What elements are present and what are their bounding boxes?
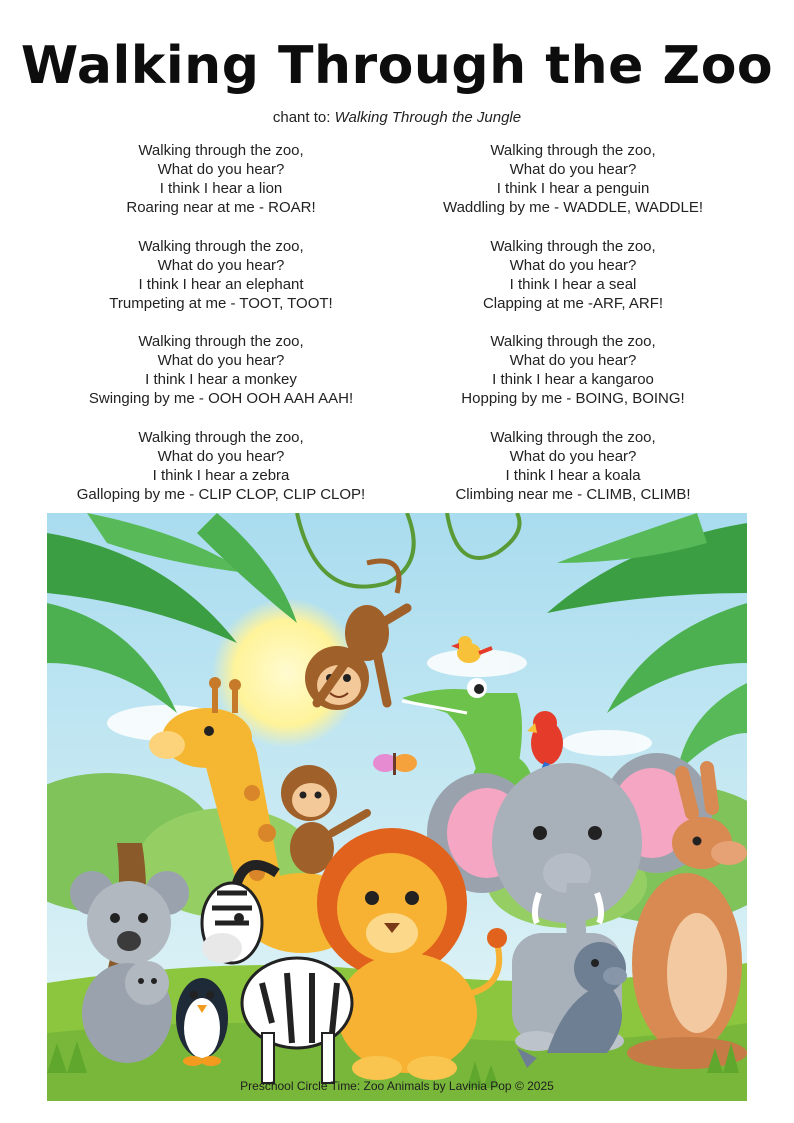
verse-line: What do you hear? bbox=[157, 352, 285, 369]
verse-koala bbox=[403, 428, 743, 504]
verse-line: Walking through the zoo, bbox=[490, 142, 656, 159]
verse-line: What do you hear? bbox=[157, 256, 285, 274]
verse-zebra bbox=[51, 428, 391, 504]
verse-line: What do you hear? bbox=[509, 161, 637, 178]
verse-line: Climbing near me - CLIMB, CLIMB! bbox=[455, 485, 691, 503]
verse-line: Galloping by me - CLIP CLOP, CLIP CLOP! bbox=[76, 485, 366, 503]
verse-line: Waddling by me - WADDLE, WADDLE! bbox=[442, 199, 704, 216]
page-title: Walking Through the Zoo bbox=[20, 36, 774, 96]
verse-line: Walking through the zoo, bbox=[138, 428, 304, 446]
verse-lion bbox=[51, 141, 391, 217]
verse-line: Walking through the zoo, bbox=[138, 237, 304, 255]
verse-line: I think I hear a lion bbox=[159, 180, 283, 197]
verse-line: Clapping at me -ARF, ARF! bbox=[482, 294, 664, 312]
subtitle-song: Walking Through the Jungle bbox=[334, 109, 522, 126]
verses-left-column bbox=[51, 141, 391, 523]
verse-line: What do you hear? bbox=[509, 447, 637, 465]
jungle-illustration bbox=[47, 513, 747, 1101]
verse-seal bbox=[403, 237, 743, 313]
verse-line: Swinging by me - OOH OOH AAH AAH! bbox=[88, 390, 354, 407]
verse-line: Trumpeting at me - TOOT, TOOT! bbox=[109, 294, 333, 312]
verse-line: I think I hear a zebra bbox=[152, 466, 290, 484]
verse-line: What do you hear? bbox=[509, 352, 637, 369]
verse-line: Hopping by me - BOING, BOING! bbox=[461, 390, 685, 407]
verse-monkey bbox=[51, 332, 391, 408]
verse-kangaroo bbox=[403, 332, 743, 408]
credit-line: Preschool Circle Time: Zoo Animals by Lavinia Pop © 2025 bbox=[240, 1079, 554, 1093]
verse-line: I think I hear a penguin bbox=[496, 180, 650, 197]
page-subtitle bbox=[0, 108, 794, 128]
verse-line: What do you hear? bbox=[157, 161, 285, 178]
verses-right-column bbox=[403, 141, 743, 523]
verse-line: I think I hear a monkey bbox=[145, 371, 297, 388]
verse-line: I think I hear a kangaroo bbox=[492, 371, 654, 388]
verse-penguin bbox=[403, 141, 743, 217]
verse-line: Walking through the zoo, bbox=[138, 333, 304, 350]
verse-elephant bbox=[51, 237, 391, 313]
subtitle-prefix: chant to: bbox=[272, 109, 335, 126]
verse-line: I think I hear an elephant bbox=[138, 275, 304, 293]
verse-line: I think I hear a koala bbox=[505, 466, 641, 484]
jungle-scene-svg bbox=[47, 513, 747, 1101]
verse-line: What do you hear? bbox=[509, 256, 637, 274]
verse-line: Roaring near at me - ROAR! bbox=[126, 199, 316, 216]
verse-line: Walking through the zoo, bbox=[490, 333, 656, 350]
verse-line: I think I hear a seal bbox=[509, 275, 637, 293]
verse-line: Walking through the zoo, bbox=[138, 142, 304, 159]
verse-line: Walking through the zoo, bbox=[490, 428, 656, 446]
verse-line: What do you hear? bbox=[157, 447, 285, 465]
verse-line: Walking through the zoo, bbox=[490, 237, 656, 255]
